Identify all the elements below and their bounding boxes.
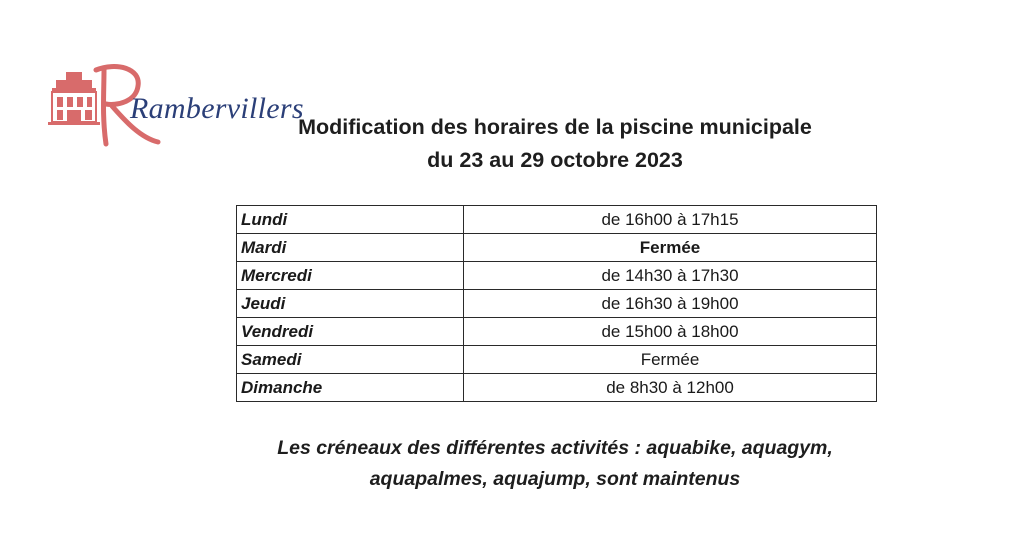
day-cell: Mardi	[237, 234, 464, 262]
table-row	[237, 234, 877, 262]
table-row	[237, 346, 877, 374]
day-cell: Dimanche	[237, 374, 464, 402]
activities-note: Les créneaux des différentes activités : aquabike, aquagym,	[277, 437, 833, 459]
table-row	[237, 318, 877, 346]
day-cell: Jeudi	[237, 290, 464, 318]
table-row	[237, 374, 877, 402]
day-cell: Samedi	[237, 346, 464, 374]
day-cell: Vendredi	[237, 318, 464, 346]
hours-cell: Fermée	[464, 346, 877, 374]
hours-cell: de 15h00 à 18h00	[464, 318, 877, 346]
schedule-table	[236, 205, 877, 402]
day-cell: Lundi	[237, 206, 464, 234]
hours-cell: de 16h00 à 17h15	[464, 206, 877, 234]
day-cell: Mercredi	[237, 262, 464, 290]
activities-note-continued: aquapalmes, aquajump, sont maintenus	[369, 468, 741, 490]
table-row	[237, 290, 877, 318]
page-title: Modification des horaires de la piscine municipale	[298, 115, 812, 139]
table-row	[237, 206, 877, 234]
logo-text: Rambervillers	[130, 92, 304, 125]
page-subtitle: du 23 au 29 octobre 2023	[427, 148, 683, 172]
hours-cell: de 16h30 à 19h00	[464, 290, 877, 318]
hours-cell: de 8h30 à 12h00	[464, 374, 877, 402]
hours-cell: de 14h30 à 17h30	[464, 262, 877, 290]
hours-cell: Fermée	[464, 234, 877, 262]
table-row	[237, 262, 877, 290]
